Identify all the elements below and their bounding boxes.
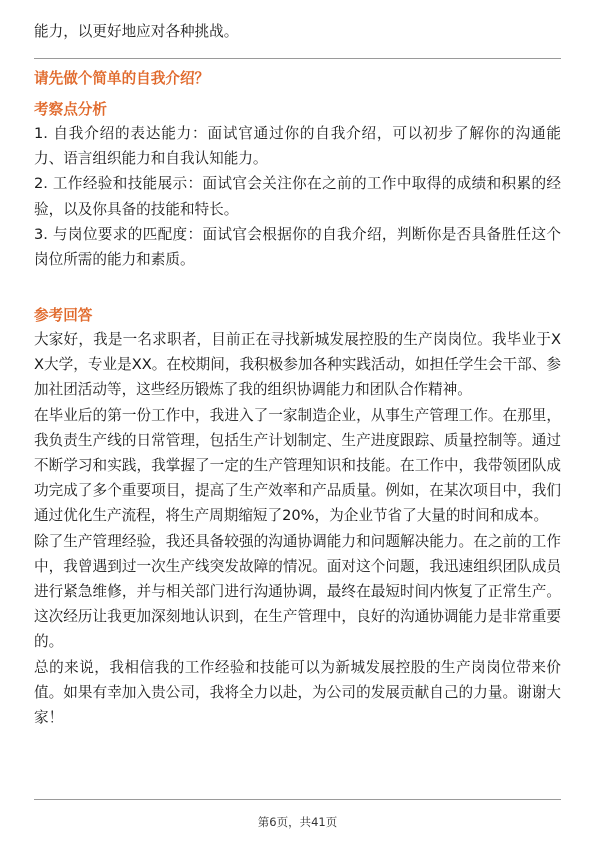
bottom-divider [34,799,561,800]
answer-paragraph: 大家好，我是一名求职者，目前正在寻找新城发展控股的生产岗岗位。我毕业于XX大学，专业是XX。在校期间，我积极参加各种实践活动，如担任学生会干部、参加社团活动等，这些经历锻炼了我的组织协调能力和团队合作精神。 [34,331,561,399]
page-number: 第6页，共41页 [257,815,338,829]
analysis-point: 3. 与岗位要求的匹配度：面试官会根据你的自我介绍，判断你是否具备胜任这个岗位所需的能力和素质。 [34,225,561,269]
question-title: 请先做个简单的自我介绍？ [34,70,210,87]
answer-paragraph: 除了生产管理经验，我还具备较强的沟通协调能力和问题解决能力。在之前的工作中，我曾遇到过一次生产线突发故障的情况。面对这个问题，我迅速组织团队成员进行紧急维修，并与相关部门进行沟通协调，最终在最短时间内恢复了正常生产。这次经历让我更加深刻地认识到，在生产管理中，良好的沟通协调能力是非常重要的。 [34,532,561,651]
answer-paragraph: 在毕业后的第一份工作中，我进入了一家制造企业，从事生产管理工作。在那里，我负责生产线的日常管理，包括生产计划制定、生产进度跟踪、质量控制等。通过不断学习和实践，我掌握了一定的生产管理知识和技能。在工作中，我带领团队成功完成了多个重要项目，提高了生产效率和产品质量。例如，在某次项目中，我们通过优化生产流程，将生产周期缩短了20%，为企业节省了大量的时间和成本。 [34,406,561,525]
analysis-heading: 考察点分析 [34,101,107,118]
top-divider [34,58,561,59]
analysis-list [34,121,561,272]
analysis-point: 2. 工作经验和技能展示：面试官会关注你在之前的工作中取得的成绩和积累的经验，以及你具备的技能和特长。 [34,175,561,218]
answer-paragraph: 总的来说，我相信我的工作经验和技能可以为新城发展控股的生产岗岗位带来价值。如果有幸加入贵公司，我将全力以赴，为公司的发展贡献自己的力量。谢谢大家！ [34,658,561,727]
analysis-point: 1. 自我介绍的表达能力：面试官通过你的自我介绍，可以初步了解你的沟通能力、语言组织能力和自我认知能力。 [34,125,561,168]
answer-body [34,327,561,730]
document-page [34,0,561,842]
answer-heading: 参考回答 [34,307,93,324]
intro-tail-text: 能力，以更好地应对各种挑战。 [34,23,239,40]
